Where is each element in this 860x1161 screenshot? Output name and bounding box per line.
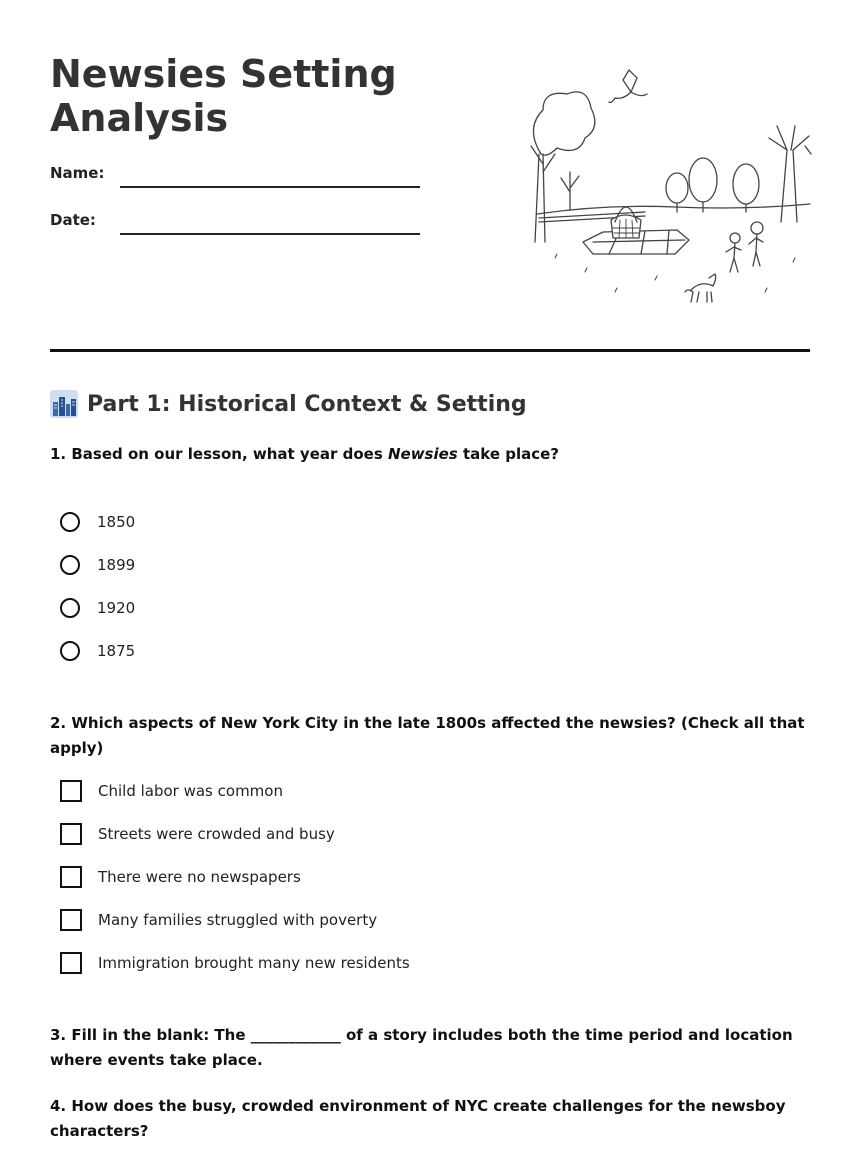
q1-prefix: 1. Based on our lesson, what year does xyxy=(50,445,388,463)
q1-option-1850[interactable] xyxy=(60,510,135,534)
name-label: Name: xyxy=(50,164,105,182)
q1-emphasis: Newsies xyxy=(387,445,458,463)
q2-option-crowded-streets[interactable] xyxy=(60,822,335,846)
name-field[interactable] xyxy=(50,164,422,188)
section-heading xyxy=(50,388,527,420)
q1-suffix: take place? xyxy=(457,445,559,463)
header-divider xyxy=(50,349,810,352)
question-1 xyxy=(50,442,810,467)
q2-option-no-newspapers[interactable] xyxy=(60,865,301,889)
checkbox[interactable] xyxy=(60,866,82,888)
page-title: Newsies Setting Analysis xyxy=(50,52,397,140)
checkbox[interactable] xyxy=(60,823,82,845)
question-4: 4. How does the busy, crowded environment of NYC create challenges for the newsboy characters? xyxy=(50,1097,786,1140)
date-field[interactable] xyxy=(50,211,422,235)
radio-button[interactable] xyxy=(60,598,80,618)
question-3: 3. Fill in the blank: The ____________ of a story includes both the time period and location where events take place. xyxy=(50,1026,793,1069)
option-label: 1899 xyxy=(97,556,136,574)
checkbox[interactable] xyxy=(60,952,82,974)
q2-option-child-labor[interactable] xyxy=(60,779,283,803)
option-label: Many families struggled with poverty xyxy=(98,911,378,929)
option-label: 1875 xyxy=(97,642,136,660)
cityscape-icon xyxy=(50,390,78,418)
radio-button[interactable] xyxy=(60,641,80,661)
radio-button[interactable] xyxy=(60,512,80,532)
q1-option-1920[interactable] xyxy=(60,596,135,620)
option-label: 1850 xyxy=(97,513,136,531)
q1-option-1899[interactable] xyxy=(60,553,135,577)
checkbox[interactable] xyxy=(60,780,82,802)
question-2: 2. Which aspects of New York City in the late 1800s affected the newsies? (Check all that apply) xyxy=(50,714,805,757)
date-underline[interactable] xyxy=(120,233,420,235)
option-label: Child labor was common xyxy=(98,782,283,800)
option-label: Immigration brought many new residents xyxy=(98,954,410,972)
option-label: There were no newspapers xyxy=(98,868,301,886)
option-label: Streets were crowded and busy xyxy=(98,825,335,843)
park-picnic-illustration xyxy=(525,42,817,314)
section-title-text: Part 1: Historical Context & Setting xyxy=(87,391,527,417)
checkbox[interactable] xyxy=(60,909,82,931)
q1-option-1875[interactable] xyxy=(60,639,135,663)
option-label: 1920 xyxy=(97,599,136,617)
name-underline[interactable] xyxy=(120,186,420,188)
q2-option-poverty[interactable] xyxy=(60,908,377,932)
q2-option-immigration[interactable] xyxy=(60,951,410,975)
radio-button[interactable] xyxy=(60,555,80,575)
date-label: Date: xyxy=(50,211,96,229)
